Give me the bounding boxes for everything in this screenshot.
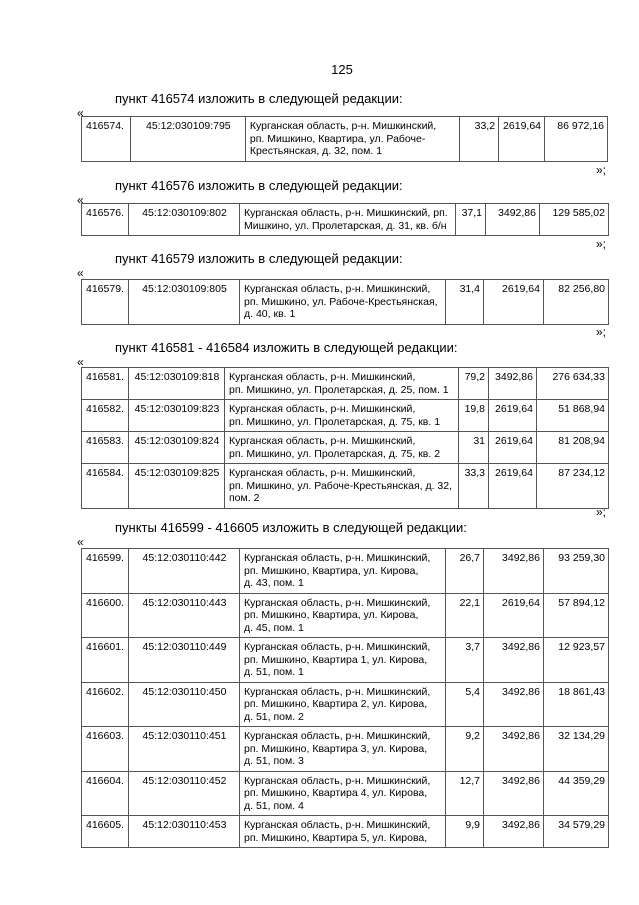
table-row [82,368,609,400]
address-line: рп. Мишкино, Квартира, ул. Кирова, [244,564,419,577]
sum-value: 82 256,80 [544,280,609,325]
table-row [82,593,609,638]
record-number: 416600. [82,593,129,638]
address-line: д. 51, пом. 1 [244,666,304,678]
record-table [81,367,609,509]
page-number: 125 [331,62,353,77]
address-line: рп. Мишкино, Квартира 1, ул. Кирова, [244,653,428,666]
address [225,464,459,509]
rate-value: 3492,86 [486,204,540,236]
address-line: рп. Мишкино, ул. Пролетарская, д. 25, пом. 1 [229,383,449,396]
record-number: 416605. [82,816,129,848]
section-heading: пункт 416576 изложить в следующей редакции: [115,178,403,193]
address [225,368,459,400]
rate-value: 3492,86 [484,682,544,727]
opening-quote: « [77,535,84,549]
closing-quote: »; [596,505,607,519]
record-number: 416603. [82,727,129,772]
address-line: рп. Мишкино, Квартира, ул. Рабоче- [249,132,426,145]
address-line: Курганская область, р-н. Мишкинский, [244,552,431,564]
table-row [82,117,608,162]
rate-value: 2619,64 [484,593,544,638]
cadastral-number: 45:12:030109:818 [129,368,225,400]
table-row [82,771,609,816]
table-row [82,638,609,683]
record-number: 416604. [82,771,129,816]
cadastral-number: 45:12:030109:824 [129,432,225,464]
table-row [82,400,609,432]
address [240,204,456,236]
address [245,117,459,162]
address-line: Крестьянская, д. 32, пом. 1 [249,145,383,157]
address-line: Курганская область, р-н. Мишкинский, [244,283,431,295]
address-line: Курганская область, р-н. Мишкинский, [244,596,431,609]
area-value: 22,1 [446,593,484,638]
opening-quote: « [77,266,84,280]
address-line: Курганская область, р-н. Мишкинский, рп. [244,207,448,219]
sum-value: 32 134,29 [544,727,609,772]
cadastral-number: 45:12:030110:453 [129,816,240,848]
opening-quote: « [77,106,84,120]
address-line: Курганская область, р-н. Мишкинский, [249,120,437,132]
area-value: 31,4 [446,280,484,325]
rate-value: 3492,86 [484,638,544,683]
address-line: Курганская область, р-н. Мишкинский, [244,685,431,698]
section-heading: пункт 416574 изложить в следующей редакции: [115,91,403,106]
rate-value: 2619,64 [499,117,545,162]
table-row [82,464,609,509]
table-row [82,432,609,464]
record-number: 416576. [82,204,129,236]
address-line: рп. Мишкино, Квартира 5, ул. Кирова, [244,831,428,844]
record-table [81,203,609,236]
cadastral-number: 45:12:030109:795 [130,117,245,162]
record-number: 416579. [82,280,129,325]
address-line: рп. Мишкино, ул. Пролетарская, д. 75, кв. 1 [229,415,441,428]
address-line: рп. Мишкино, Квартира 2, ул. Кирова, [244,698,428,710]
address [225,432,459,464]
address-line: рп. Мишкино, ул. Рабоче-Крестьянская, [244,295,438,308]
address-line: рп. Мишкино, Квартира 3, ул. Кирова, [244,742,428,755]
rate-value: 3492,86 [484,771,544,816]
area-value: 5,4 [446,682,484,727]
record-number: 416599. [82,549,129,594]
section-heading: пункт 416581 - 416584 изложить в следующей редакции: [115,340,458,355]
record-number: 416583. [82,432,129,464]
table-row [82,204,609,236]
address-line: д. 51, пом. 2 [244,710,304,723]
sum-value: 51 868,94 [537,400,609,432]
area-value: 12,7 [446,771,484,816]
cadastral-number: 45:12:030110:443 [129,593,240,638]
address [240,816,446,848]
area-value: 19,8 [459,400,489,432]
cadastral-number: 45:12:030110:450 [129,682,240,727]
address-line: д. 51, пом. 3 [244,755,304,767]
address-line: Курганская область, р-н. Мишкинский, [229,403,416,415]
address-line: рп. Мишкино, Квартира, ул. Кирова, [244,609,419,621]
area-value: 9,9 [446,816,484,848]
address-line: Курганская область, р-н. Мишкинский, [244,774,431,787]
rate-value: 2619,64 [489,464,537,509]
cadastral-number: 45:12:030110:449 [129,638,240,683]
address-line: рп. Мишкино, ул. Пролетарская, д. 75, кв. 2 [229,447,441,460]
address-line: Курганская область, р-н. Мишкинский, [244,819,431,831]
record-number: 416581. [82,368,129,400]
record-table [81,548,609,848]
table-row [82,682,609,727]
cadastral-number: 45:12:030110:452 [129,771,240,816]
rate-value: 3492,86 [489,368,537,400]
area-value: 9,2 [446,727,484,772]
address [240,638,446,683]
closing-quote: »; [596,237,607,251]
cadastral-number: 45:12:030109:825 [129,464,225,509]
sum-value: 81 208,94 [537,432,609,464]
rate-value: 3492,86 [484,549,544,594]
address-line: Курганская область, р-н. Мишкинский, [244,730,431,742]
rate-value: 2619,64 [489,400,537,432]
record-table [81,279,609,325]
sum-value: 57 894,12 [544,593,609,638]
address-line: Курганская область, р-н. Мишкинский, [244,641,431,653]
rate-value: 2619,64 [489,432,537,464]
record-table [81,116,608,162]
table-row [82,549,609,594]
address-line: пом. 2 [229,492,260,504]
cadastral-number: 45:12:030109:823 [129,400,225,432]
address-line: Курганская область, р-н. Мишкинский, [229,435,416,447]
table-row [82,816,609,848]
opening-quote: « [77,355,84,369]
rate-value: 3492,86 [484,727,544,772]
address-line: д. 43, пом. 1 [244,577,304,589]
address-line: Курганская область, р-н. Мишкинский, [229,467,416,479]
cadastral-number: 45:12:030110:451 [129,727,240,772]
sum-value: 87 234,12 [537,464,609,509]
rate-value: 2619,64 [484,280,544,325]
address [240,727,446,772]
section-heading: пункт 416579 изложить в следующей редакции: [115,251,403,266]
area-value: 26,7 [446,549,484,594]
sum-value: 34 579,29 [544,816,609,848]
address [225,400,459,432]
area-value: 79,2 [459,368,489,400]
cadastral-number: 45:12:030109:805 [129,280,240,325]
address [240,771,446,816]
sum-value: 86 972,16 [544,117,607,162]
area-value: 3,7 [446,638,484,683]
closing-quote: »; [596,325,607,339]
record-number: 416582. [82,400,129,432]
sum-value: 44 359,29 [544,771,609,816]
record-number: 416584. [82,464,129,509]
opening-quote: « [77,193,84,207]
cadastral-number: 45:12:030110:442 [129,549,240,594]
sum-value: 12 923,57 [544,638,609,683]
address [240,280,446,325]
sum-value: 276 634,33 [537,368,609,400]
cadastral-number: 45:12:030109:802 [129,204,240,236]
sum-value: 129 585,02 [540,204,609,236]
address-line: д. 40, кв. 1 [244,308,296,320]
area-value: 33,3 [459,464,489,509]
area-value: 33,2 [459,117,498,162]
record-number: 416602. [82,682,129,727]
address-line: д. 51, пом. 4 [244,799,304,812]
address-line: Мишкино, ул. Пролетарская, д. 31, кв. б/н [244,219,447,232]
address [240,549,446,594]
closing-quote: »; [596,163,607,177]
address-line: Курганская область, р-н. Мишкинский, [229,371,416,383]
table-row [82,280,609,325]
address-line: рп. Мишкино, Квартира 4, ул. Кирова, [244,787,428,799]
address [240,593,446,638]
rate-value: 3492,86 [484,816,544,848]
address [240,682,446,727]
area-value: 37,1 [456,204,486,236]
sum-value: 18 861,43 [544,682,609,727]
record-number: 416574. [82,117,131,162]
section-heading: пункты 416599 - 416605 изложить в следующей редакции: [115,520,467,535]
area-value: 31 [459,432,489,464]
address-line: д. 45, пом. 1 [244,621,304,634]
table-row [82,727,609,772]
sum-value: 93 259,30 [544,549,609,594]
address-line: рп. Мишкино, ул. Рабоче-Крестьянская, д. 32, [229,479,453,492]
record-number: 416601. [82,638,129,683]
